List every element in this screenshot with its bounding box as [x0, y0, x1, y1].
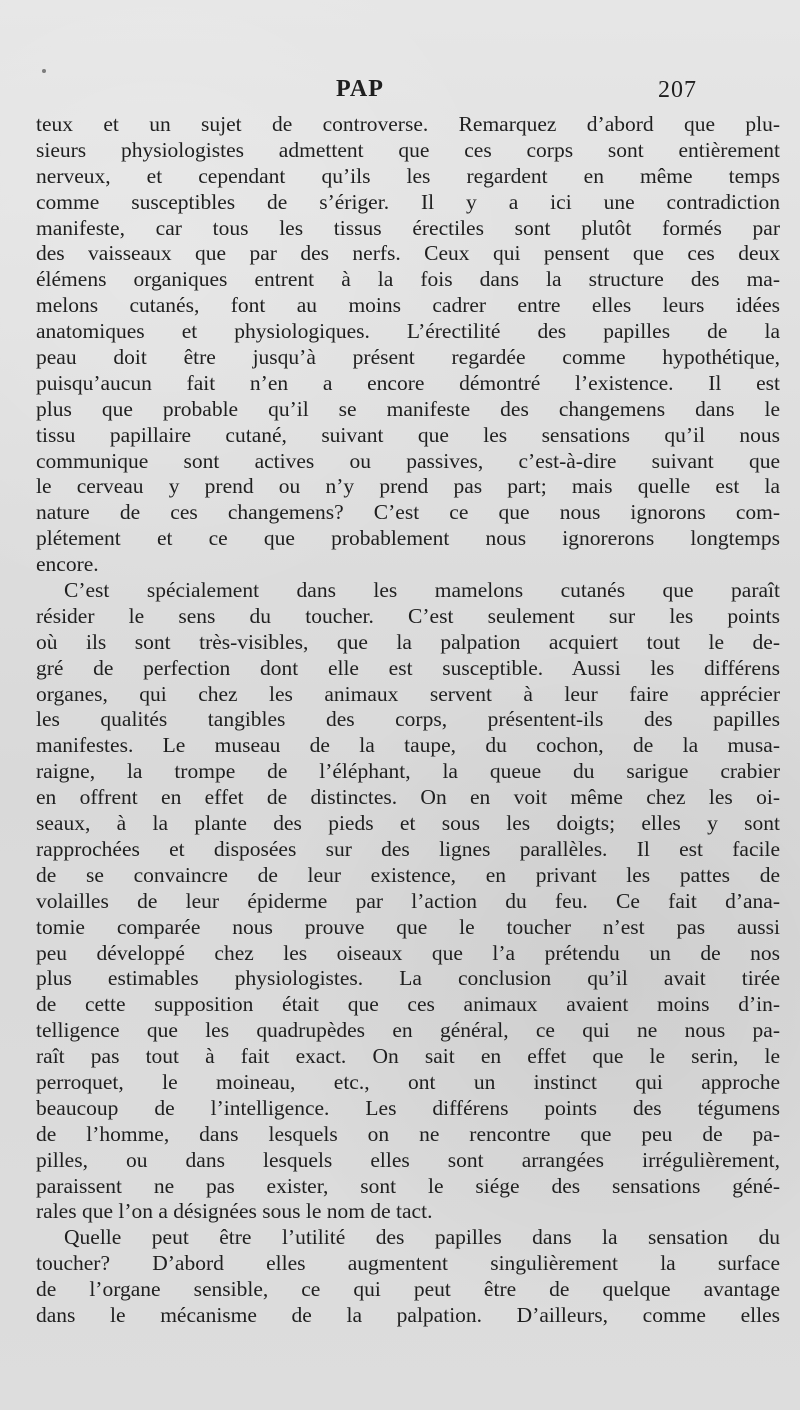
- text-line: où ils sont très-visibles, que la palpation acquiert tout le de-: [36, 629, 780, 654]
- text-line: plus estimables physiologistes. La conclusion qu’il avait tirée: [36, 966, 780, 991]
- text-line: dans le mécanisme de la palpation. D’ailleurs, comme elles: [36, 1302, 780, 1327]
- text-line: sieurs physiologistes admettent que ces corps sont entièrement: [36, 137, 780, 162]
- text-line: comme susceptibles de s’ériger. Il y a ici une contradiction: [36, 189, 780, 214]
- paragraph-end-line: rales que l’on a désignées sous le nom de tact.: [36, 1199, 433, 1224]
- text-line: paraissent ne pas exister, sont le siége des sensations géné-: [36, 1173, 780, 1198]
- paragraph-end-line: encore.: [36, 552, 99, 577]
- text-line: organes, qui chez les animaux servent à leur faire apprécier: [36, 681, 780, 706]
- text-line: en offrent en effet de distinctes. On en voit même chez les oi-: [36, 785, 780, 810]
- text-line: rapprochées et disposées sur des lignes parallèles. Il est facile: [36, 836, 780, 861]
- text-line: beaucoup de l’intelligence. Les différens points des tégumens: [36, 1095, 780, 1120]
- text-line: gré de perfection dont elle est susceptible. Aussi les différens: [36, 655, 780, 680]
- text-line: de se convaincre de leur existence, en privant les pattes de: [36, 862, 780, 887]
- text-line: de l’homme, dans lesquels on ne rencontre que peu de pa-: [36, 1121, 780, 1146]
- text-line: de l’organe sensible, ce qui peut être de quelque avantage: [36, 1277, 780, 1302]
- text-line: des vaisseaux que par des nerfs. Ceux qui pensent que ces deux: [36, 241, 780, 266]
- running-header: [0, 68, 800, 108]
- text-line: puisqu’aucun fait n’en a encore démontré l’existence. Il est: [36, 370, 780, 395]
- text-line: anatomiques et physiologiques. L’érectilité des papilles de la: [36, 319, 780, 344]
- text-line: nerveux, et cependant qu’ils les regardent en même temps: [36, 163, 780, 188]
- text-line: manifestes. Le museau de la taupe, du cochon, de la musa-: [36, 733, 780, 758]
- running-title: PAP: [336, 76, 384, 102]
- text-line: toucher? D’abord elles augmentent singulièrement la surface: [36, 1251, 780, 1276]
- text-line: perroquet, le moineau, etc., ont un instinct qui approche: [36, 1069, 780, 1094]
- paragraph-start-line: Quelle peut être l’utilité des papilles dans la sensation du: [64, 1225, 780, 1250]
- text-line: tomie comparée nous prouve que le toucher n’est pas aussi: [36, 914, 780, 939]
- text-line: de cette supposition était que ces animaux avaient moins d’in-: [36, 992, 780, 1017]
- text-line: raigne, la trompe de l’éléphant, la queue du sarigue crabier: [36, 759, 780, 784]
- text-line: pilles, ou dans lesquels elles sont arrangées irrégulièrement,: [36, 1147, 780, 1172]
- text-line: plus que probable qu’il se manifeste des changemens dans le: [36, 396, 780, 421]
- text-line: les qualités tangibles des corps, présentent-ils des papilles: [36, 707, 780, 732]
- text-line: le cerveau y prend ou n’y prend pas part; mais quelle est la: [36, 474, 780, 499]
- text-line: peu développé chez les oiseaux que l’a prétendu un de nos: [36, 940, 780, 965]
- text-line: peau doit être jusqu’à présent regardée comme hypothétique,: [36, 345, 780, 370]
- body-text: [36, 112, 780, 1329]
- text-line: manifeste, car tous les tissus érectiles sont plutôt formés par: [36, 215, 780, 240]
- paragraph-start-line: C’est spécialement dans les mamelons cutanés que paraît: [64, 578, 780, 603]
- text-line: élémens organiques entrent à la fois dans la structure des ma-: [36, 267, 780, 292]
- text-line: communique sont actives ou passives, c’est-à-dire suivant que: [36, 448, 780, 473]
- text-line: melons cutanés, font au moins cadrer entre elles leurs idées: [36, 293, 780, 318]
- text-line: tissu papillaire cutané, suivant que les sensations qu’il nous: [36, 422, 780, 447]
- text-line: seaux, à la plante des pieds et sous les doigts; elles y sont: [36, 811, 780, 836]
- text-line: raît pas tout à fait exact. On sait en effet que le serin, le: [36, 1044, 780, 1069]
- text-line: nature de ces changemens? C’est ce que nous ignorons com-: [36, 500, 780, 525]
- text-line: plétement et ce que probablement nous ignorerons longtemps: [36, 526, 780, 551]
- text-line: résider le sens du toucher. C’est seulement sur les points: [36, 603, 780, 628]
- page-number: 207: [658, 77, 697, 103]
- text-line: telligence que les quadrupèdes en général, ce qui ne nous pa-: [36, 1018, 780, 1043]
- text-line: teux et un sujet de controverse. Remarquez d’abord que plu-: [36, 112, 780, 136]
- text-line: volailles de leur épiderme par l’action du feu. Ce fait d’ana-: [36, 888, 780, 913]
